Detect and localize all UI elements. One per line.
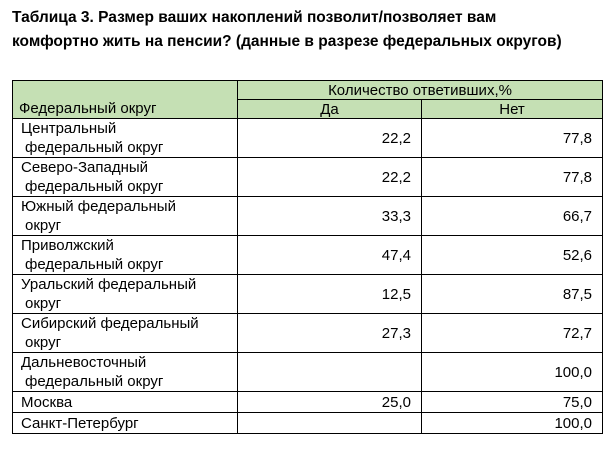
yes-value [238, 413, 422, 434]
title-line-1: Таблица 3. Размер ваших накоплений позволит/позволяет вам [12, 9, 497, 26]
yes-value: 22,2 [238, 119, 422, 158]
title-line-2: комфортно жить на пенсии? (данные в разрезе федеральных округов) [12, 33, 562, 50]
table-title [12, 6, 602, 54]
no-value: 72,7 [422, 314, 603, 353]
yes-value: 47,4 [238, 236, 422, 275]
yes-value [238, 353, 422, 392]
table-row [13, 353, 603, 392]
yes-value: 27,3 [238, 314, 422, 353]
district-name: Санкт-Петербург [13, 413, 238, 434]
district-name: Южный федеральный округ [13, 197, 238, 236]
district-name: Дальневосточный федеральный округ [13, 353, 238, 392]
no-value: 75,0 [422, 392, 603, 413]
table-row [13, 413, 603, 434]
district-name: Уральский федеральный округ [13, 275, 238, 314]
table-row [13, 119, 603, 158]
header-respondents: Количество ответивших,% [238, 81, 603, 100]
no-value: 100,0 [422, 353, 603, 392]
no-value: 77,8 [422, 119, 603, 158]
table-row [13, 314, 603, 353]
no-value: 52,6 [422, 236, 603, 275]
header-yes: Да [238, 100, 422, 119]
header-no: Нет [422, 100, 603, 119]
table-row [13, 392, 603, 413]
survey-table [12, 80, 603, 434]
table-row [13, 158, 603, 197]
no-value: 66,7 [422, 197, 603, 236]
district-name: Приволжский федеральный округ [13, 236, 238, 275]
no-value: 77,8 [422, 158, 603, 197]
district-name: Центральный федеральный округ [13, 119, 238, 158]
table-row [13, 197, 603, 236]
table-row [13, 236, 603, 275]
yes-value: 22,2 [238, 158, 422, 197]
yes-value: 33,3 [238, 197, 422, 236]
header-district: Федеральный округ [13, 81, 238, 119]
table-row [13, 275, 603, 314]
yes-value: 12,5 [238, 275, 422, 314]
yes-value: 25,0 [238, 392, 422, 413]
header-row-1 [13, 81, 603, 100]
district-name: Москва [13, 392, 238, 413]
district-name: Северо-Западный федеральный округ [13, 158, 238, 197]
district-name: Сибирский федеральный округ [13, 314, 238, 353]
no-value: 100,0 [422, 413, 603, 434]
no-value: 87,5 [422, 275, 603, 314]
